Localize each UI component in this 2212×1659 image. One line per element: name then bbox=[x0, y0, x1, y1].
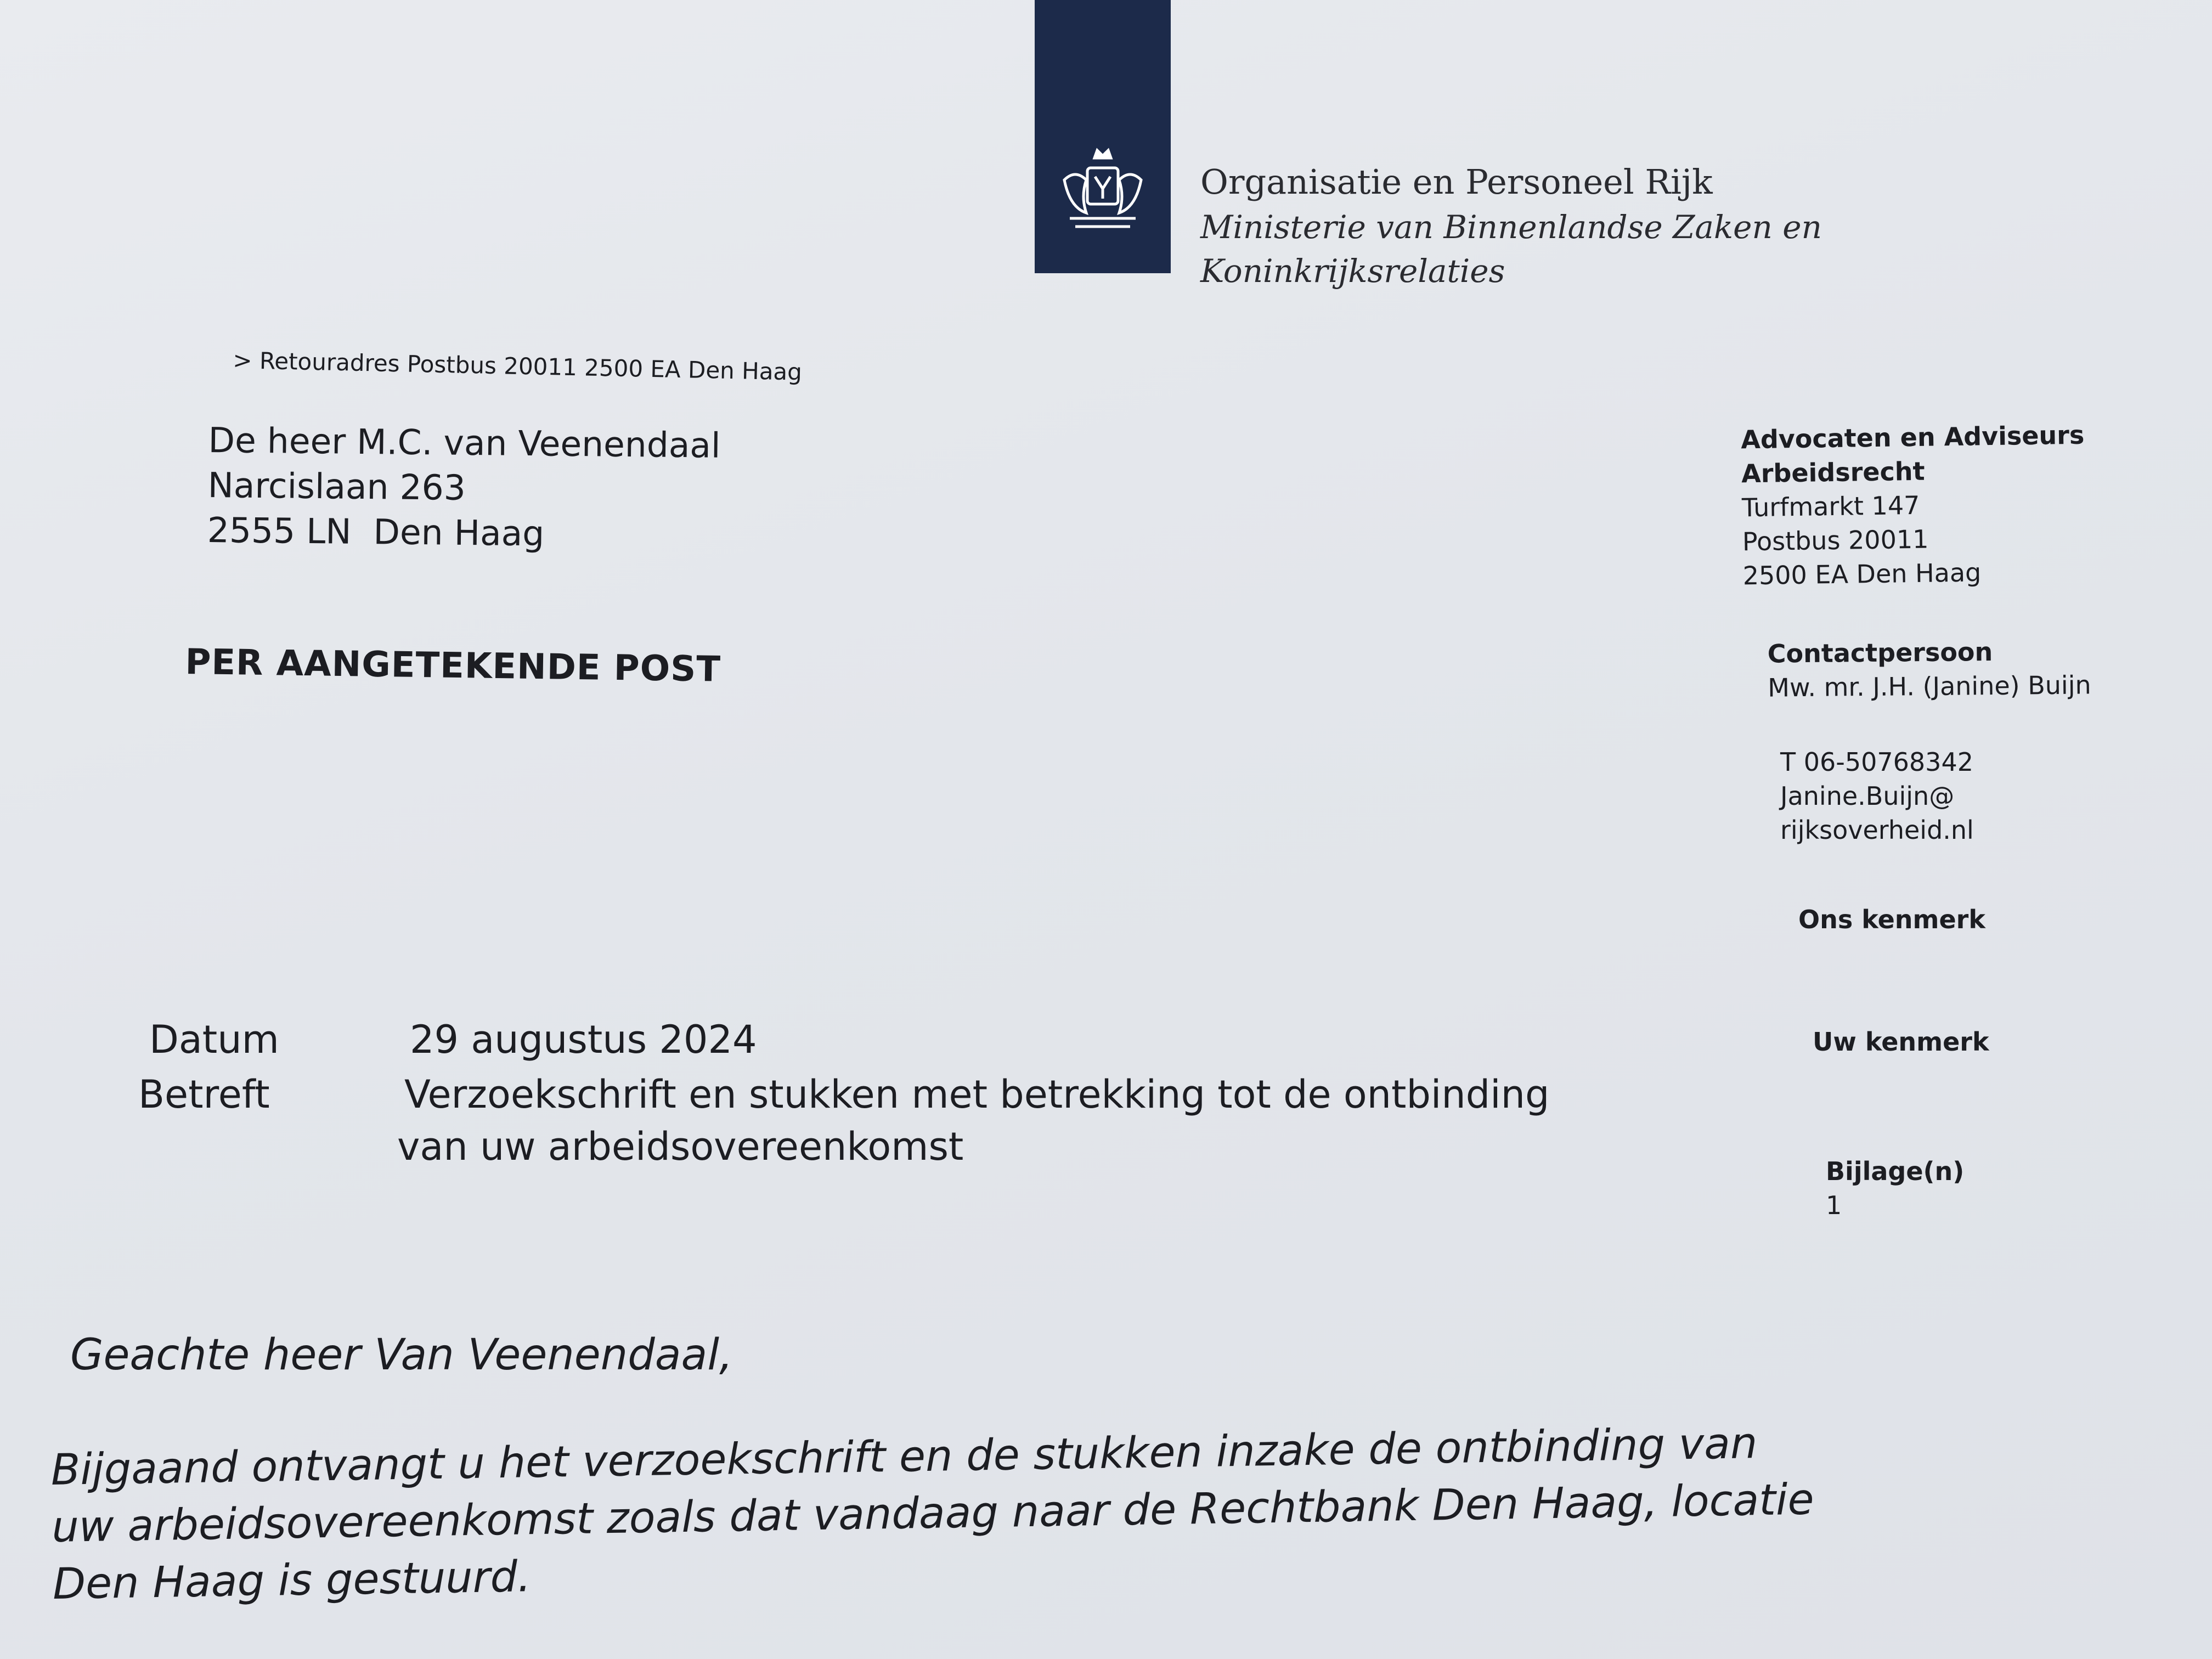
delivery-method: PER AANGETEKENDE POST bbox=[184, 642, 721, 690]
recipient-city: 2555 LN Den Haag bbox=[207, 510, 545, 554]
recipient-street: Narcislaan 263 bbox=[207, 465, 466, 508]
body-line: Bijgaand ontvangt u het verzoekschrift en de stukken inzake de ontbinding van bbox=[50, 1419, 1758, 1495]
salutation: Geachte heer Van Veenendaal, bbox=[70, 1330, 733, 1380]
logo-ribbon bbox=[1035, 0, 1171, 273]
ministry-name-line2: Koninkrijksrelaties bbox=[1200, 252, 1505, 290]
recipient-address bbox=[207, 418, 721, 558]
ministry-name-line1: Ministerie van Binnenlandse Zaken en bbox=[1200, 208, 1822, 246]
contact-phone: T 06-50768342 bbox=[1780, 747, 1973, 777]
return-address: > Retouradres Postbus 20011 2500 EA Den Haag bbox=[232, 347, 803, 386]
sender-city: 2500 EA Den Haag bbox=[1742, 557, 1982, 591]
contact-email-line2: rijksoverheid.nl bbox=[1780, 815, 1974, 845]
sender-block bbox=[1741, 418, 2086, 593]
body-line: uw arbeidsovereenkomst zoals dat vandaag naar de Rechtbank Den Haag, locatie bbox=[51, 1475, 1815, 1552]
our-reference-label: Ons kenmerk bbox=[1798, 905, 1985, 934]
subject-line1: Verzoekschrift en stukken met betrekking tot de ontbinding bbox=[404, 1072, 1550, 1117]
subject-line2: van uw arbeidsovereenkomst bbox=[397, 1124, 964, 1169]
subject-label: Betreft bbox=[138, 1072, 270, 1117]
attachments-label: Bijlage(n) bbox=[1826, 1156, 1965, 1186]
organisation-name: Organisatie en Personeel Rijk bbox=[1200, 162, 1713, 202]
sender-department: Advocaten en Adviseurs bbox=[1740, 420, 2085, 455]
attachments-count: 1 bbox=[1826, 1190, 1842, 1220]
letter-body bbox=[50, 1414, 1815, 1613]
recipient-name: De heer M.C. van Veenendaal bbox=[208, 420, 721, 466]
contact-name: Mw. mr. J.H. (Janine) Buijn bbox=[1768, 670, 2091, 703]
your-reference bbox=[1813, 1025, 1989, 1059]
contact-block bbox=[1767, 634, 2091, 704]
our-reference bbox=[1798, 902, 1985, 936]
sender-postbus: Postbus 20011 bbox=[1742, 524, 1929, 557]
sender-street: Turfmarkt 147 bbox=[1741, 490, 1920, 523]
contact-heading: Contactpersoon bbox=[1767, 636, 1993, 669]
organisation-block bbox=[1200, 159, 1822, 293]
your-reference-label: Uw kenmerk bbox=[1813, 1027, 1989, 1057]
attachments bbox=[1826, 1154, 1964, 1222]
date-value: 29 augustus 2024 bbox=[410, 1017, 757, 1062]
coat-of-arms-icon bbox=[1042, 142, 1163, 240]
body-line: Den Haag is gestuurd. bbox=[52, 1552, 532, 1609]
date-label: Datum bbox=[149, 1017, 279, 1062]
contact-details bbox=[1780, 745, 1974, 847]
sender-department-line2: Arbeidsrecht bbox=[1741, 456, 1925, 489]
contact-email-line1: Janine.Buijn@ bbox=[1780, 781, 1955, 811]
